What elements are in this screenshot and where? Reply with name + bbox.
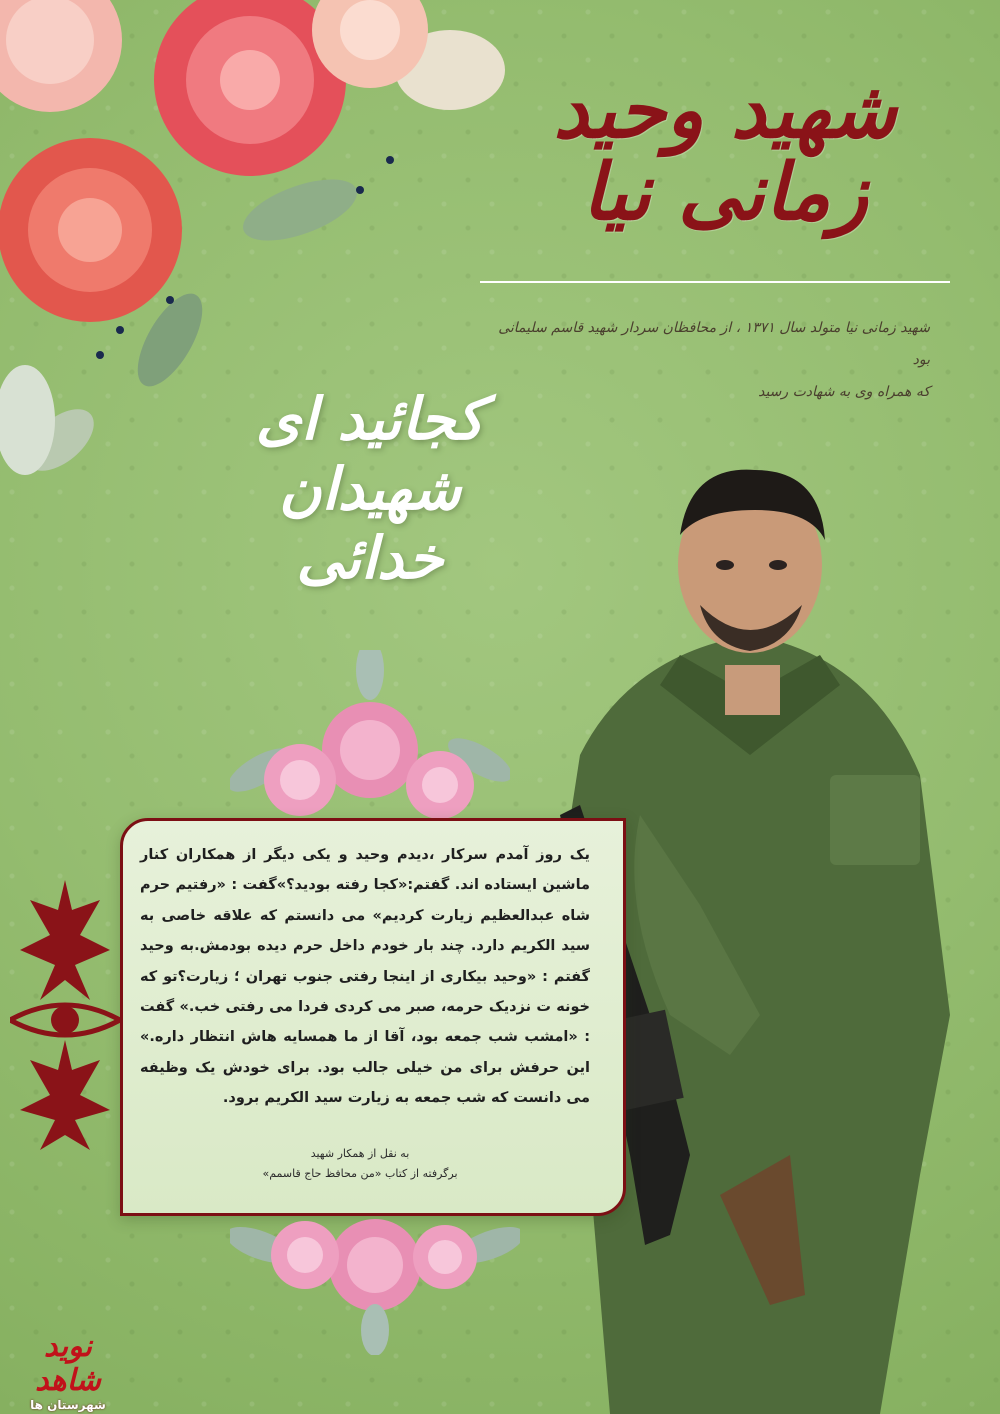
quote-text: یک روز آمدم سرکار ،دیدم وحید و یکی دیگر از همکاران کنار ماشین ایستاده اند. گفتم:«کجا رفته بودید؟»گفت : «رفتیم حرم شاه عبدالعظیم زیارت کردیم» می دانستم که علاقه خاصی به سید الکریم دارد. چند بار خودم داخل حرم دیده بودمش.به وحید گفتم : «وحید بیکاری از اینجا رفتی جنوب تهران ؛ زیارت؟تو که خونه ت نزدیک حرمه، صبر می کردی فردا می رفتی خب.» گفت : «امشب شب جمعه بود، آقا از ما همسایه هاش انتظار داره.» این حرفش برای من خیلی جالب بود. برای خودش یک وظیفه می دانست که شب جمعه به زیارت سید الکریم برود. (140, 847, 590, 1107)
title-divider (480, 281, 950, 283)
bio-line-1: شهید زمانی نیا متولد سال ۱۳۷۱ ، از محافظان سردار شهید قاسم سلیمانی بود (498, 320, 930, 368)
poster-title: شهید وحید زمانی نیا (553, 65, 897, 238)
logo-sub-text: شهرستان ها (30, 1398, 106, 1412)
bio-text (490, 312, 930, 408)
bio-line-2: که همراه وی به شهادت رسید (758, 384, 930, 400)
navid-shahed-logo (18, 1329, 118, 1412)
quote-source: به نقل از همکار شهید (310, 1147, 410, 1160)
quote-book-reference: برگرفته از کتاب «من محافظ حاج قاسمم» (262, 1167, 458, 1180)
red-ornament-icon (10, 880, 120, 1150)
pink-roses-bottom (230, 1205, 520, 1355)
calligraphy-verse: کجائید ای شهیدان خدائی (255, 385, 485, 593)
logo-main-text: نوید شاهد (35, 1329, 101, 1398)
pink-roses-middle (230, 650, 510, 830)
